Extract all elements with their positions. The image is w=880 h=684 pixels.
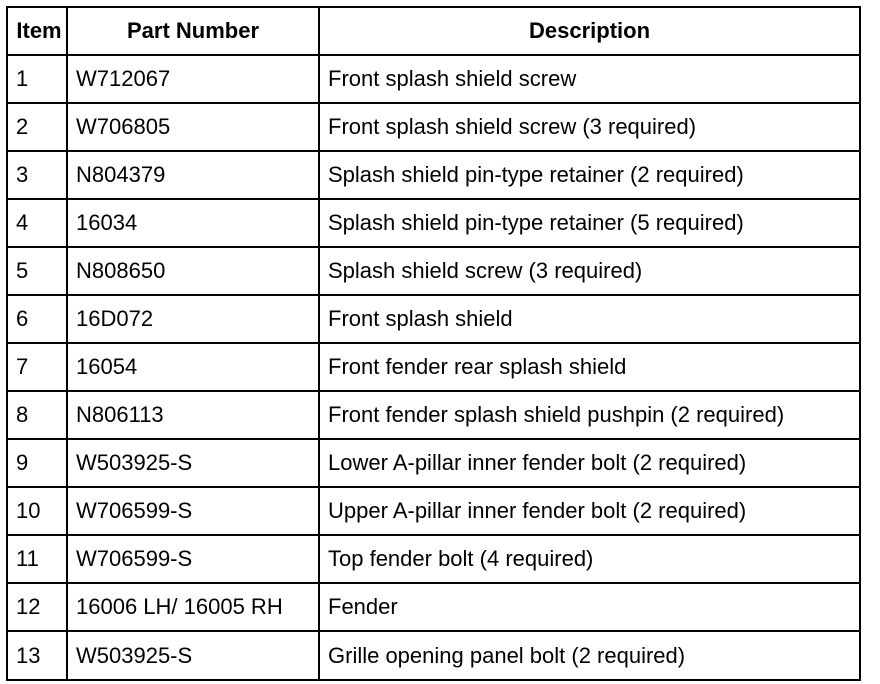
description-cell: Front splash shield (319, 295, 860, 343)
part-number-cell: W706599-S (67, 535, 319, 583)
item-cell: 9 (7, 439, 67, 487)
description-cell: Splash shield pin-type retainer (2 required) (319, 151, 860, 199)
parts-table (6, 6, 861, 681)
part-number-cell: W503925-S (67, 439, 319, 487)
table-row (7, 535, 860, 583)
part-number-cell: N806113 (67, 391, 319, 439)
header-part-number: Part Number (67, 7, 319, 55)
part-number-cell: 16D072 (67, 295, 319, 343)
table-row (7, 343, 860, 391)
item-cell: 3 (7, 151, 67, 199)
table-header (7, 7, 860, 55)
description-cell: Splash shield pin-type retainer (5 required) (319, 199, 860, 247)
item-cell: 12 (7, 583, 67, 631)
part-number-cell: 16054 (67, 343, 319, 391)
header-item: Item (7, 7, 67, 55)
table-row (7, 247, 860, 295)
item-cell: 1 (7, 55, 67, 103)
description-cell: Front fender rear splash shield (319, 343, 860, 391)
part-number-cell: W712067 (67, 55, 319, 103)
item-cell: 6 (7, 295, 67, 343)
table-row (7, 103, 860, 151)
item-cell: 7 (7, 343, 67, 391)
item-cell: 5 (7, 247, 67, 295)
description-cell: Top fender bolt (4 required) (319, 535, 860, 583)
item-cell: 2 (7, 103, 67, 151)
description-cell: Grille opening panel bolt (2 required) (319, 631, 860, 680)
item-cell: 8 (7, 391, 67, 439)
table-row (7, 151, 860, 199)
description-cell: Upper A-pillar inner fender bolt (2 required) (319, 487, 860, 535)
item-cell: 11 (7, 535, 67, 583)
item-cell: 4 (7, 199, 67, 247)
part-number-cell: W706805 (67, 103, 319, 151)
part-number-cell: N808650 (67, 247, 319, 295)
header-description: Description (319, 7, 860, 55)
part-number-cell: N804379 (67, 151, 319, 199)
table-row (7, 55, 860, 103)
table-row (7, 631, 860, 680)
header-row (7, 7, 860, 55)
description-cell: Front splash shield screw (3 required) (319, 103, 860, 151)
part-number-cell: W706599-S (67, 487, 319, 535)
description-cell: Lower A-pillar inner fender bolt (2 required) (319, 439, 860, 487)
description-cell: Splash shield screw (3 required) (319, 247, 860, 295)
description-cell: Fender (319, 583, 860, 631)
table-row (7, 199, 860, 247)
part-number-cell: 16034 (67, 199, 319, 247)
description-cell: Front fender splash shield pushpin (2 required) (319, 391, 860, 439)
table-row (7, 583, 860, 631)
item-cell: 10 (7, 487, 67, 535)
table-row (7, 487, 860, 535)
table-row (7, 439, 860, 487)
table-row (7, 295, 860, 343)
part-number-cell: W503925-S (67, 631, 319, 680)
table-row (7, 391, 860, 439)
table-body (7, 55, 860, 680)
description-cell: Front splash shield screw (319, 55, 860, 103)
part-number-cell: 16006 LH/ 16005 RH (67, 583, 319, 631)
item-cell: 13 (7, 631, 67, 680)
